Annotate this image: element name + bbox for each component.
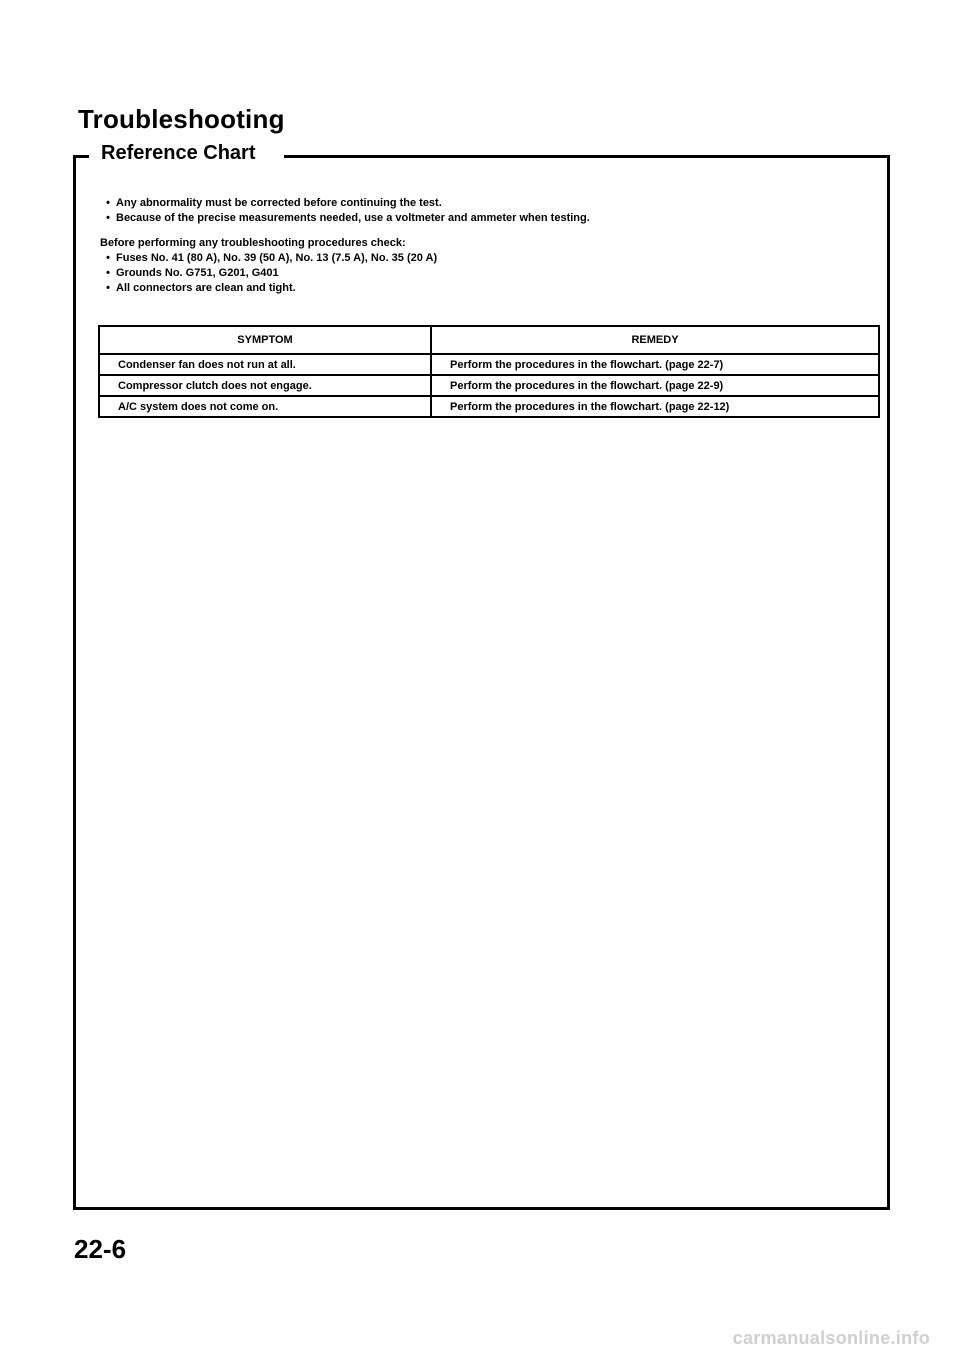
- table-header-row: [99, 326, 879, 354]
- page-title: Troubleshooting: [78, 104, 285, 134]
- table-row: [99, 375, 879, 396]
- note-item: • Any abnormality must be corrected before continuing the test.: [100, 196, 860, 211]
- note-item: • Because of the precise measurements needed, use a voltmeter and ammeter when testing.: [100, 211, 860, 226]
- table-row: [99, 396, 879, 417]
- reference-chart-frame: [73, 157, 890, 1210]
- header-remedy: REMEDY: [431, 326, 879, 354]
- watermark: carmanualsonline.info: [732, 1328, 930, 1348]
- symptom-cell: Compressor clutch does not engage.: [99, 375, 431, 396]
- table-row: [99, 354, 879, 375]
- remedy-cell: Perform the procedures in the flowchart. (page 22-7): [431, 354, 879, 375]
- checks-intro: Before performing any troubleshooting procedures check:: [100, 237, 406, 249]
- check-item: • Grounds No. G751, G201, G401: [100, 266, 860, 281]
- remedy-cell: Perform the procedures in the flowchart. (page 22-9): [431, 375, 879, 396]
- symptom-remedy-table: [98, 325, 880, 418]
- remedy-cell: Perform the procedures in the flowchart. (page 22-12): [431, 396, 879, 417]
- page-number: 22-6: [74, 1234, 127, 1264]
- frame-top-rule-left: [73, 155, 89, 158]
- header-symptom: SYMPTOM: [99, 326, 431, 354]
- symptom-cell: Condenser fan does not run at all.: [99, 354, 431, 375]
- check-item: • All connectors are clean and tight.: [100, 281, 860, 296]
- frame-top-rule-right: [284, 155, 890, 158]
- symptom-cell: A/C system does not come on.: [99, 396, 431, 417]
- notes-block: [100, 196, 860, 296]
- section-title: Reference Chart: [97, 142, 262, 165]
- check-item: • Fuses No. 41 (80 A), No. 39 (50 A), No. 13 (7.5 A), No. 35 (20 A): [100, 251, 860, 266]
